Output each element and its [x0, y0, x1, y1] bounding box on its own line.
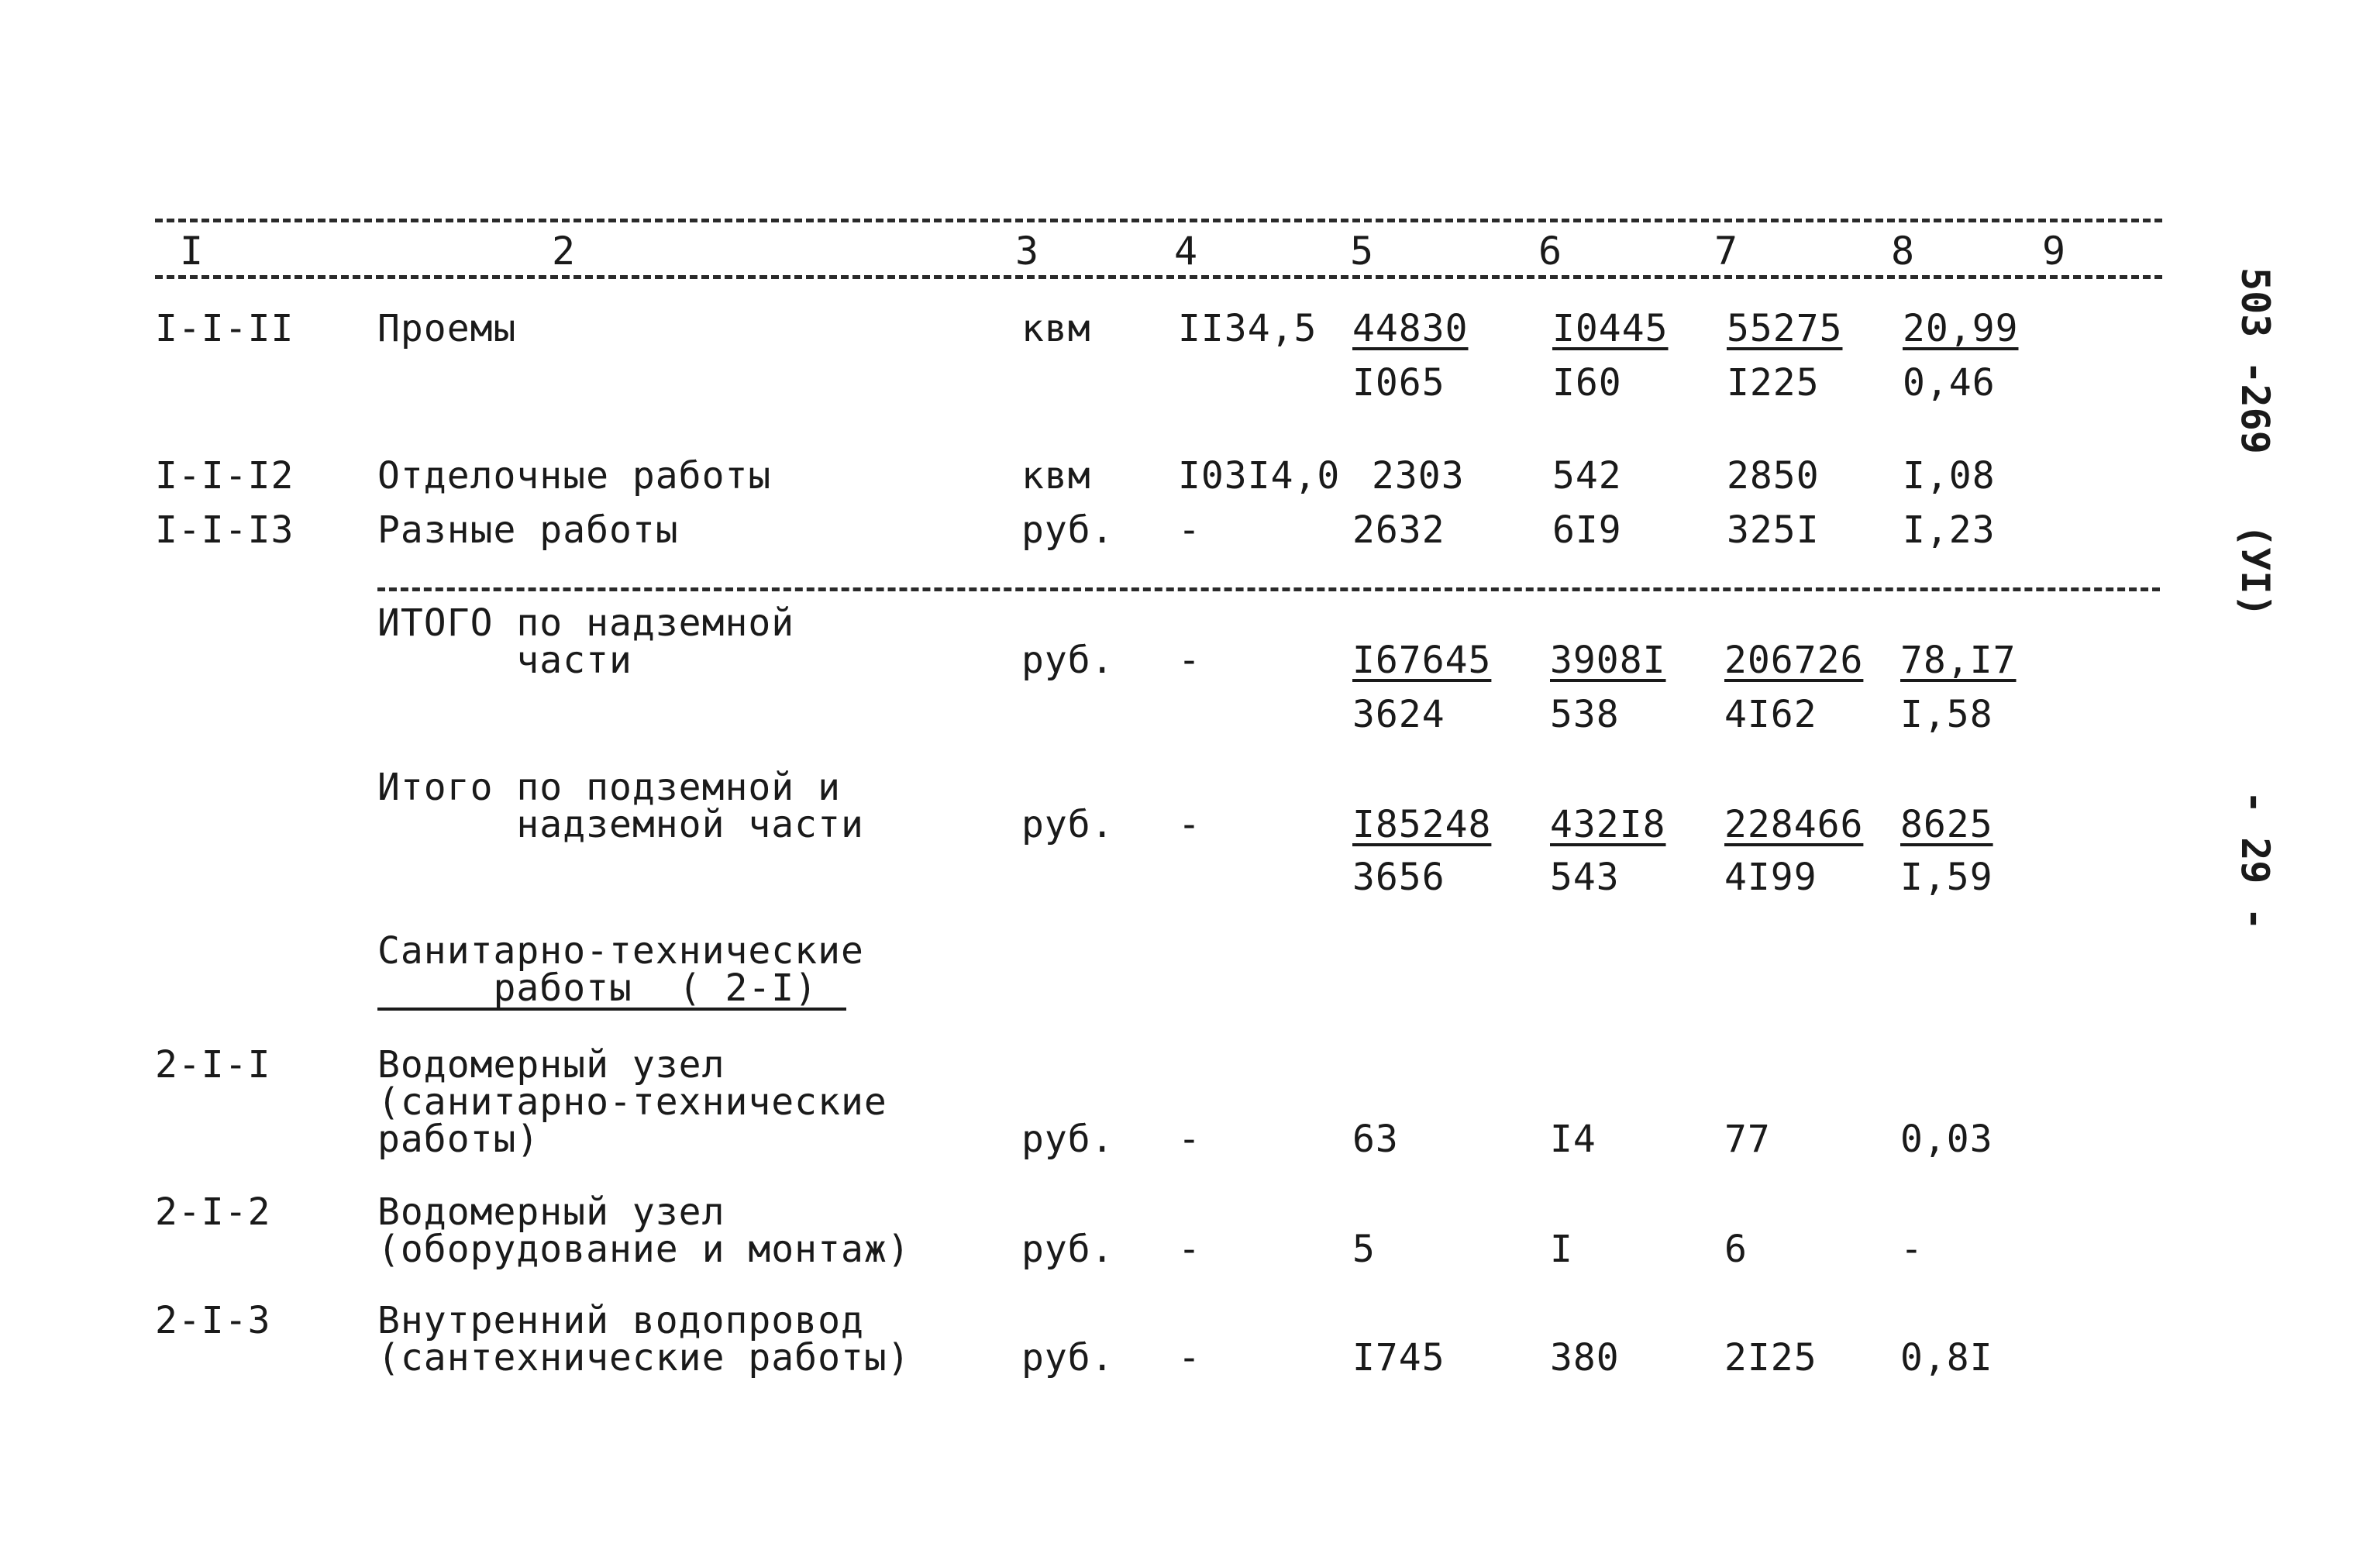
col-header-2: 2	[552, 229, 577, 274]
row-unit: руб.	[1021, 1118, 1114, 1161]
row-qty: I03I4,0	[1178, 454, 1341, 498]
row-unit: руб.	[1021, 508, 1114, 552]
row-name: (оборудование и монтаж)	[377, 1228, 911, 1271]
row-name: Внутренний водопровод	[377, 1299, 864, 1342]
row-value-5: I745	[1352, 1336, 1445, 1380]
row-name: Отделочные работы	[377, 454, 772, 498]
row-value-5: 5	[1352, 1228, 1376, 1271]
row-value-8: -	[1900, 1228, 1924, 1271]
row-name: ИТОГО по надземной	[377, 601, 795, 645]
col-header-5: 5	[1350, 229, 1375, 274]
col-header-6: 6	[1538, 229, 1563, 274]
row-value-6: 6I9	[1552, 508, 1622, 552]
col-header-3: 3	[1015, 229, 1040, 274]
row-value-7: 228466	[1724, 803, 1864, 846]
row-code: 2-I-3	[155, 1299, 271, 1342]
section-heading-line: Санитарно-технические	[377, 929, 864, 973]
row-qty: -	[1178, 1228, 1201, 1271]
row-qty: -	[1178, 1118, 1201, 1161]
row-sub-8: I,58	[1900, 693, 1993, 736]
row-value-6: I4	[1550, 1118, 1596, 1161]
row-name: Проемы	[377, 307, 517, 350]
row-value-5: I85248	[1352, 803, 1492, 846]
row-value-7: 2I25	[1724, 1336, 1817, 1380]
row-sub-8: 0,46	[1903, 361, 1996, 405]
row-value-5: 44830	[1352, 307, 1469, 350]
row-sub-7: I225	[1727, 361, 1820, 405]
document-code-label: 503 -269 (УI)	[2233, 267, 2278, 618]
row-sub-5: 3656	[1352, 856, 1445, 899]
row-value-6: I	[1550, 1228, 1573, 1271]
col-header-4: 4	[1174, 229, 1199, 274]
row-name: Разные работы	[377, 508, 679, 552]
row-value-5: 2632	[1352, 508, 1445, 552]
row-code: 2-I-2	[155, 1190, 271, 1234]
row-value-6: 432I8	[1550, 803, 1666, 846]
row-name: части	[377, 639, 632, 682]
col-header-8: 8	[1891, 229, 1916, 274]
row-unit: руб.	[1021, 639, 1114, 682]
row-value-8: 20,99	[1903, 307, 2019, 350]
header-bottom-rule	[155, 275, 2162, 279]
row-qty: -	[1178, 803, 1201, 846]
row-value-7: 6	[1724, 1228, 1748, 1271]
col-header-7: 7	[1714, 229, 1739, 274]
header-top-rule	[155, 219, 2162, 222]
row-value-8: I,08	[1903, 454, 1996, 498]
row-unit: квм	[1021, 454, 1091, 498]
row-value-6: I0445	[1552, 307, 1669, 350]
row-qty: -	[1178, 1336, 1201, 1380]
row-value-6: 380	[1550, 1336, 1620, 1380]
row-unit: квм	[1021, 307, 1091, 350]
row-unit: руб.	[1021, 1228, 1114, 1271]
row-value-5: I67645	[1352, 639, 1492, 682]
col-header-1: I	[180, 229, 205, 274]
row-name: (санитарно-технические	[377, 1080, 887, 1124]
row-value-6: 3908I	[1550, 639, 1666, 682]
col-header-9: 9	[2042, 229, 2067, 274]
row-value-5: 2303	[1372, 454, 1465, 498]
row-sub-6: 543	[1550, 856, 1620, 899]
row-value-8: 78,I7	[1900, 639, 2017, 682]
row-name: надземной части	[377, 803, 864, 846]
row-name: работы)	[377, 1118, 540, 1161]
page-number-label: - 29 -	[2233, 791, 2278, 931]
row-qty: II34,5	[1178, 307, 1317, 350]
row-value-7: 325I	[1727, 508, 1820, 552]
row-value-5: 63	[1352, 1118, 1399, 1161]
row-code: I-I-I2	[155, 454, 294, 498]
section-heading-line: работы ( 2-I)	[377, 966, 818, 1010]
row-sub-7: 4I62	[1724, 693, 1817, 736]
row-value-6: 542	[1552, 454, 1622, 498]
row-name: Водомерный узел	[377, 1043, 725, 1087]
row-name: Итого по подземной и	[377, 766, 841, 809]
row-unit: руб.	[1021, 803, 1114, 846]
row-code: I-I-I3	[155, 508, 294, 552]
row-value-7: 77	[1724, 1118, 1771, 1161]
row-value-7: 2850	[1727, 454, 1820, 498]
row-unit: руб.	[1021, 1336, 1114, 1380]
row-sub-7: 4I99	[1724, 856, 1817, 899]
row-code: 2-I-I	[155, 1043, 271, 1087]
row-qty: -	[1178, 508, 1201, 552]
row-name: (сантехнические работы)	[377, 1336, 911, 1380]
row-sub-5: 3624	[1352, 693, 1445, 736]
row-value-8: 0,8I	[1900, 1336, 1993, 1380]
row-value-8: 8625	[1900, 803, 1993, 846]
section-heading-underline	[377, 1008, 846, 1011]
row-code: I-I-II	[155, 307, 294, 350]
row-value-7: 55275	[1727, 307, 1843, 350]
row-value-7: 206726	[1724, 639, 1864, 682]
row-qty: -	[1178, 639, 1201, 682]
row-sub-6: 538	[1550, 693, 1620, 736]
row-sub-5: I065	[1352, 361, 1445, 405]
row-value-8: 0,03	[1900, 1118, 1993, 1161]
row-name: Водомерный узел	[377, 1190, 725, 1234]
row-value-8: I,23	[1903, 508, 1996, 552]
section-separator-rule	[377, 587, 2160, 591]
row-sub-6: I60	[1552, 361, 1622, 405]
row-sub-8: I,59	[1900, 856, 1993, 899]
